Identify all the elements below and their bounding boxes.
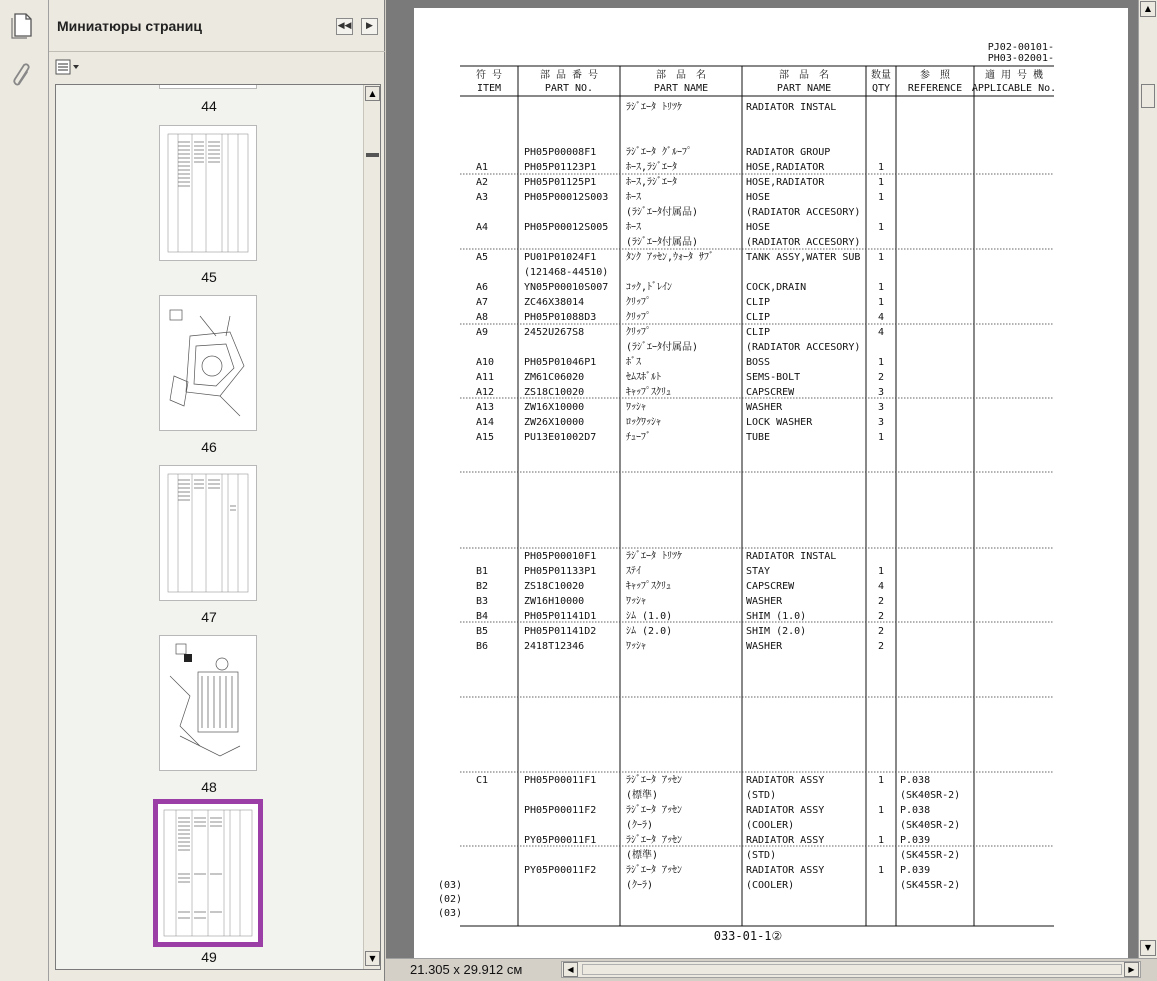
part-name-jp: ﾗｼﾞｴｰﾀ ｱｯｾﾝ: [626, 865, 683, 876]
quantity: 1: [877, 432, 885, 443]
item-code: A4: [476, 222, 489, 233]
scroll-right-button[interactable]: ▶: [1124, 962, 1139, 977]
quantity: 1: [877, 805, 885, 816]
column-header-jp: 部 品 名: [779, 70, 829, 81]
item-code: A10: [476, 357, 495, 368]
part-number: PH05P00011F2: [524, 805, 597, 816]
part-name-en: CLIP: [746, 327, 771, 338]
reference: P.039: [900, 835, 931, 846]
page-thumbnail[interactable]: [159, 465, 257, 601]
part-name-en: HOSE,RADIATOR: [746, 177, 825, 188]
page-number-label: 44: [201, 98, 217, 114]
quantity: 1: [877, 177, 885, 188]
part-number: PU13E01002D7: [524, 432, 597, 443]
part-name-jp: ﾗｼﾞｴｰﾀ ｸﾞﾙｰﾌﾟ: [626, 147, 693, 158]
part-name-jp: ﾎｰｽ: [626, 222, 641, 233]
quantity: 1: [877, 357, 885, 368]
quantity: 2: [877, 626, 885, 637]
part-name-jp: ｼﾑ (1.0): [626, 611, 673, 622]
part-name-jp: (ﾗｼﾞｴｰﾀ付属品): [626, 237, 699, 248]
item-code: A14: [476, 417, 495, 428]
item-code: A6: [476, 282, 489, 293]
part-number: ZW16H10000: [524, 596, 585, 607]
part-name-en: STAY: [746, 566, 771, 577]
part-name-jp: ｸﾘｯﾌﾟ: [626, 327, 651, 338]
part-number: PH05P01123P1: [524, 162, 597, 173]
part-name-jp: ｷｬｯﾌﾟｽｸﾘｭ: [626, 387, 671, 398]
thumbnails-list[interactable]: [55, 84, 381, 970]
quantity: 1: [877, 835, 885, 846]
page-number-label: 46: [201, 439, 217, 455]
quantity: 2: [877, 641, 885, 652]
page-thumbnail[interactable]: [159, 635, 257, 771]
quantity: 4: [877, 327, 885, 338]
quantity: 1: [877, 775, 885, 786]
part-name-en: SHIM (1.0): [746, 611, 807, 622]
scroll-down-button[interactable]: ▼: [365, 951, 380, 966]
document-scrollbar[interactable]: [1138, 0, 1157, 958]
part-name-en: BOSS: [746, 357, 771, 368]
part-name-en: CLIP: [746, 312, 771, 323]
reference: P.038: [900, 805, 931, 816]
part-number: PH05P00010F1: [524, 551, 597, 562]
part-name-en: (COOLER): [746, 880, 795, 891]
part-name-jp: (ｸｰﾗ): [626, 820, 654, 831]
document-view[interactable]: [386, 0, 1138, 958]
page-thumbnail[interactable]: [159, 84, 257, 89]
item-code: A13: [476, 402, 495, 413]
scroll-up-button[interactable]: ▲: [365, 86, 380, 101]
scroll-thumb[interactable]: [1141, 84, 1155, 108]
quantity: 2: [877, 372, 885, 383]
item-code: B6: [476, 641, 489, 652]
page-thumbnails-icon[interactable]: [8, 10, 38, 40]
part-number: ZS18C10020: [524, 581, 585, 592]
expand-panel-button[interactable]: ▶: [361, 18, 378, 35]
part-name-en: CAPSCREW: [746, 581, 795, 592]
item-code: A7: [476, 297, 489, 308]
part-name-en: RADIATOR ASSY: [746, 865, 825, 876]
page-thumbnail[interactable]: [159, 295, 257, 431]
column-header-en: QTY: [871, 83, 891, 94]
part-name-en: (RADIATOR ACCESORY): [746, 207, 861, 218]
header-code-2: PH03-02001-: [987, 53, 1054, 64]
part-name-jp: ｽﾃｲ: [626, 566, 641, 577]
part-name-en: HOSE,RADIATOR: [746, 162, 825, 173]
part-name-en: WASHER: [746, 596, 783, 607]
item-code: C1: [476, 775, 489, 786]
quantity: 1: [877, 297, 885, 308]
scroll-thumb[interactable]: [582, 964, 1122, 975]
quantity: 1: [877, 222, 885, 233]
header-code-1: PJ02-00101-: [987, 42, 1054, 53]
part-number: PH05P00011F1: [524, 775, 597, 786]
part-name-jp: (標準): [626, 790, 659, 801]
part-number: ZC46X38014: [524, 297, 585, 308]
part-number: PY05P00011F2: [524, 865, 597, 876]
part-number: YN05P00010S007: [524, 282, 609, 293]
item-code: A1: [476, 162, 489, 173]
part-name-en: WASHER: [746, 402, 783, 413]
page-number-label: 45: [201, 269, 217, 285]
part-number: ZW26X10000: [524, 417, 585, 428]
column-header-en: ITEM: [476, 83, 502, 94]
part-name-jp: ﾜｯｼｬ: [626, 402, 646, 413]
part-name-jp: ﾎﾞｽ: [626, 357, 641, 368]
item-code: B1: [476, 566, 489, 577]
quantity: 1: [877, 865, 885, 876]
quantity: 3: [877, 417, 885, 428]
navigation-rail: [0, 0, 49, 981]
part-name-en: (RADIATOR ACCESORY): [746, 342, 861, 353]
part-number: PH05P01141D2: [524, 626, 597, 637]
column-header-jp: 数量: [871, 70, 891, 81]
page-thumbnail[interactable]: [159, 125, 257, 261]
column-header-en: REFERENCE: [907, 83, 963, 94]
column-header-en: PART NAME: [653, 83, 709, 94]
reference: (SK45SR-2): [900, 880, 961, 891]
item-code: A12: [476, 387, 495, 398]
page-number-label: 47: [201, 609, 217, 625]
part-name-en: WASHER: [746, 641, 783, 652]
part-number: 2452U267S8: [524, 327, 585, 338]
panel-title: Миниатюры страниц: [57, 17, 202, 34]
part-name-jp: ﾗｼﾞｴｰﾀ ｱｯｾﾝ: [626, 775, 683, 786]
part-number: ZW16X10000: [524, 402, 585, 413]
part-number: PH05P01133P1: [524, 566, 597, 577]
page-thumbnail-selected[interactable]: [153, 799, 263, 947]
revision-note: (03): [438, 908, 463, 919]
status-bar: [386, 958, 1157, 981]
part-name-jp: ｺｯｸ,ﾄﾞﾚｲﾝ: [626, 282, 673, 293]
part-name-en: (RADIATOR ACCESORY): [746, 237, 861, 248]
part-name-jp: ﾎｰｽ,ﾗｼﾞｴｰﾀ: [626, 162, 678, 173]
column-header-jp: 符 号: [475, 70, 503, 81]
part-name-en: TANK ASSY,WATER SUB: [746, 252, 861, 263]
thumbnails-scrollbar[interactable]: [363, 85, 380, 969]
column-header-en: APPLICABLE No.: [971, 83, 1057, 94]
column-header-en: PART NAME: [776, 83, 832, 94]
part-name-jp: ﾗｼﾞｴｰﾀ ﾄﾘﾂｹ: [626, 551, 683, 562]
part-number: PU01P01024F1: [524, 252, 597, 263]
part-name-en: RADIATOR GROUP: [746, 147, 831, 158]
quantity: 4: [877, 581, 885, 592]
part-name-jp: ﾗｼﾞｴｰﾀ ﾄﾘﾂｹ: [626, 102, 683, 113]
part-number: (121468-44510): [524, 267, 609, 278]
quantity: 3: [877, 387, 885, 398]
part-name-jp: ﾗｼﾞｴｰﾀ ｱｯｾﾝ: [626, 805, 683, 816]
part-name-en: CAPSCREW: [746, 387, 795, 398]
part-number: PH05P01046P1: [524, 357, 597, 368]
quantity: 3: [877, 402, 885, 413]
part-name-jp: (標準): [626, 850, 659, 861]
item-code: B4: [476, 611, 489, 622]
item-code: A5: [476, 252, 489, 263]
part-name-en: (STD): [746, 790, 777, 801]
scroll-left-button[interactable]: ◀: [563, 962, 578, 977]
column-header-jp: 参 照: [920, 70, 950, 81]
part-number: PH05P00012S005: [524, 222, 609, 233]
part-name-jp: (ﾗｼﾞｴｰﾀ付属品): [626, 207, 699, 218]
part-name-jp: (ﾗｼﾞｴｰﾀ付属品): [626, 342, 699, 353]
part-name-jp: ｷｬｯﾌﾟｽｸﾘｭ: [626, 581, 671, 592]
part-number: PY05P00011F1: [524, 835, 597, 846]
part-name-jp: ﾗｼﾞｴｰﾀ ｱｯｾﾝ: [626, 835, 683, 846]
part-name-jp: ﾎｰｽ: [626, 192, 641, 203]
part-name-en: (COOLER): [746, 820, 795, 831]
page-size-readout: 21.305 x 29.912 см: [410, 962, 523, 977]
horizontal-scrollbar[interactable]: [561, 961, 1141, 978]
part-name-en: RADIATOR ASSY: [746, 805, 825, 816]
item-code: B3: [476, 596, 489, 607]
paperclip-icon[interactable]: [8, 60, 38, 90]
part-name-en: LOCK WASHER: [746, 417, 813, 428]
part-name-jp: ﾁｭｰﾌﾞ: [626, 432, 651, 443]
part-number: ZS18C10020: [524, 387, 585, 398]
part-name-jp: ｾﾑｽﾎﾞﾙﾄ: [626, 372, 661, 383]
part-number: PH05P01088D3: [524, 312, 597, 323]
quantity: 2: [877, 596, 885, 607]
part-number: PH05P01125P1: [524, 177, 597, 188]
thumbnails-header: [49, 0, 385, 52]
quantity: 1: [877, 192, 885, 203]
part-name-jp: ﾜｯｼｬ: [626, 596, 646, 607]
page-number-label: 48: [201, 779, 217, 795]
quantity: 1: [877, 162, 885, 173]
part-name-jp: (ｸｰﾗ): [626, 880, 654, 891]
item-code: A9: [476, 327, 489, 338]
quantity: 1: [877, 252, 885, 263]
part-name-en: RADIATOR INSTAL: [746, 102, 837, 113]
page-number-label: 49: [201, 949, 217, 965]
quantity: 1: [877, 566, 885, 577]
part-name-jp: ﾛｯｸﾜｯｼｬ: [626, 417, 661, 428]
part-name-en: RADIATOR ASSY: [746, 775, 825, 786]
thumbnail-options-button[interactable]: [55, 58, 83, 76]
part-name-jp: ｼﾑ (2.0): [626, 626, 673, 637]
reference: (SK45SR-2): [900, 850, 961, 861]
scroll-up-button[interactable]: ▲: [1140, 1, 1156, 17]
column-header-jp: 部 品 名: [656, 70, 706, 81]
reference: (SK40SR-2): [900, 820, 961, 831]
part-number: PH05P00008F1: [524, 147, 597, 158]
parts-list-table: [414, 8, 1128, 958]
item-code: B5: [476, 626, 489, 637]
collapse-panel-button[interactable]: ◀◀: [336, 18, 353, 35]
part-name-en: TUBE: [746, 432, 771, 443]
column-header-jp: 適 用 号 機: [984, 70, 1044, 81]
part-name-en: RADIATOR ASSY: [746, 835, 825, 846]
reference: P.038: [900, 775, 931, 786]
part-number: 2418T12346: [524, 641, 585, 652]
part-name-en: SHIM (2.0): [746, 626, 807, 637]
quantity: 2: [877, 611, 885, 622]
revision-note: (02): [438, 894, 463, 905]
part-name-jp: ﾎｰｽ,ﾗｼﾞｴｰﾀ: [626, 177, 678, 188]
thumbnails-panel: [49, 0, 385, 981]
part-number: ZM61C06020: [524, 372, 585, 383]
item-code: A15: [476, 432, 495, 443]
quantity: 1: [877, 282, 885, 293]
part-name-jp: ﾀﾝｸ ｱｯｾﾝ,ｳｫｰﾀ ｻﾌﾞ: [626, 252, 715, 263]
column-header-en: PART NO.: [544, 83, 594, 94]
part-name-jp: ｸﾘｯﾌﾟ: [626, 312, 651, 323]
part-name-en: RADIATOR INSTAL: [746, 551, 837, 562]
part-name-jp: ｸﾘｯﾌﾟ: [626, 297, 651, 308]
part-name-en: CLIP: [746, 297, 771, 308]
revision-note: (03): [438, 880, 463, 891]
part-name-jp: ﾜｯｼｬ: [626, 641, 646, 652]
page-footer-code: 033-01-1②: [713, 929, 783, 943]
part-name-en: (STD): [746, 850, 777, 861]
item-code: A3: [476, 192, 489, 203]
reference: P.039: [900, 865, 931, 876]
part-name-en: SEMS-BOLT: [746, 372, 801, 383]
scroll-down-button[interactable]: ▼: [1140, 940, 1156, 956]
scroll-thumb[interactable]: [366, 153, 379, 157]
reference: (SK40SR-2): [900, 790, 961, 801]
part-name-en: COCK,DRAIN: [746, 282, 807, 293]
part-number: PH05P00012S003: [524, 192, 609, 203]
column-header-jp: 部 品 番 号: [539, 70, 599, 81]
part-name-en: HOSE: [746, 192, 771, 203]
part-number: PH05P01141D1: [524, 611, 597, 622]
part-name-en: HOSE: [746, 222, 771, 233]
pdf-page: [414, 8, 1128, 958]
item-code: B2: [476, 581, 489, 592]
item-code: A2: [476, 177, 489, 188]
quantity: 4: [877, 312, 885, 323]
item-code: A11: [476, 372, 495, 383]
item-code: A8: [476, 312, 489, 323]
